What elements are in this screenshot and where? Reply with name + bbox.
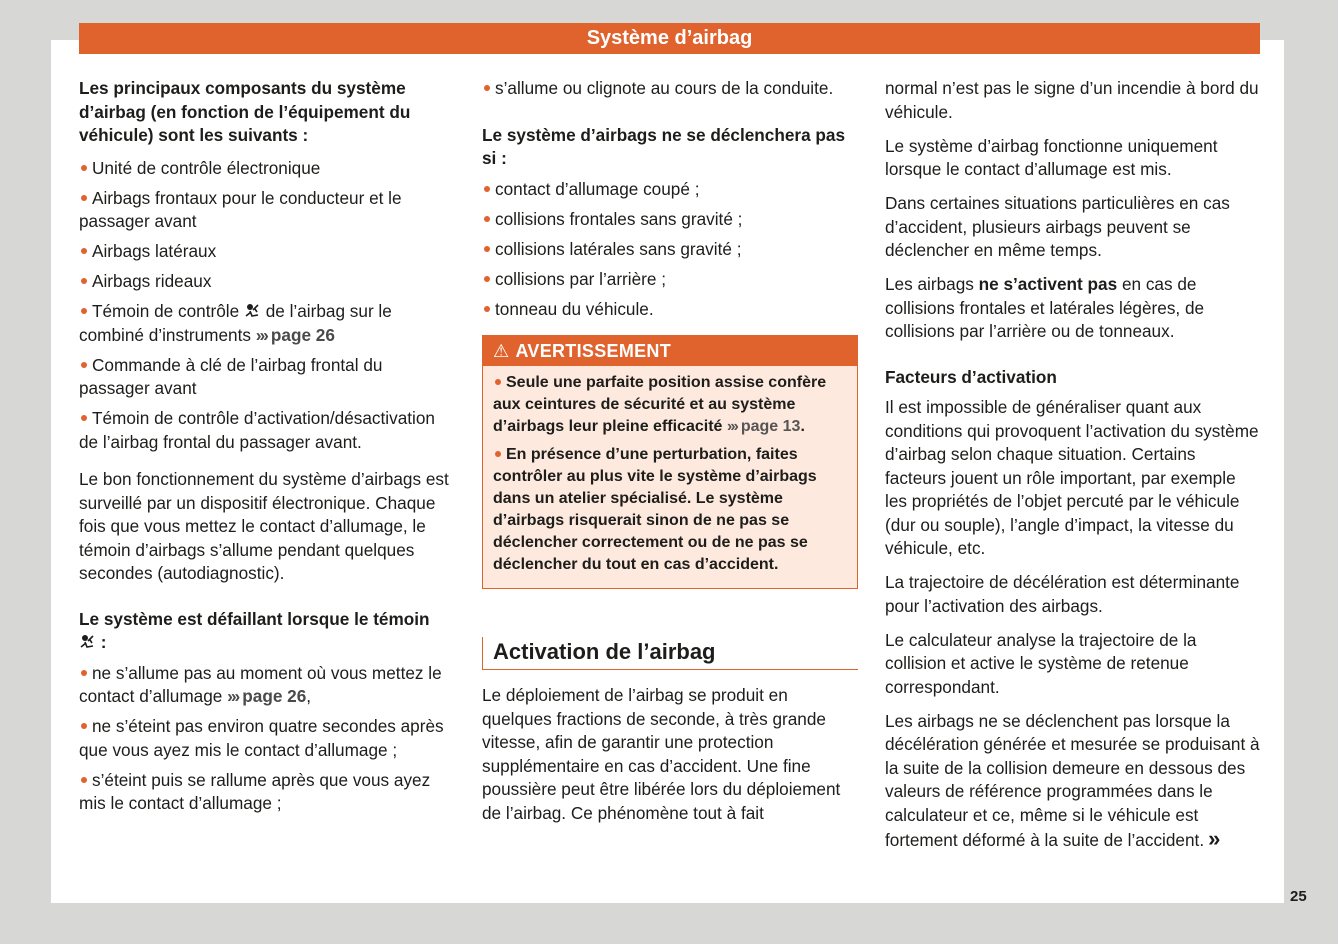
paragraph: Les airbags ne s’activent pas en cas de collisions frontales et latérales légères, de collisions par l’arrière ou de tonneaux. [885,274,1205,341]
warning-body [483,366,857,588]
list-item: Commande à clé de l’airbag frontal du passager avant [79,354,383,398]
page-number: 25 [1290,888,1307,905]
deploy-paragraph: Le déploiement de l’airbag se produit en quelques fractions de seconde, à très grande vitesse, afin de garantir une protection supplémentaire en cas d’accident. Une fine poussière peut être libérée lors du déploiement de l’airbag. Ce phénomène tout à fait [482,685,841,823]
paragraph: Le calculateur analyse la trajectoire de la collision et active le système de retenue correspondant. [885,629,1197,697]
fault-list-continued [482,77,858,101]
bullet-icon [81,248,87,254]
components-heading: Les principaux composants du système d’airbag (en fonction de l’équipement du véhicule) sont les suivants : [79,78,411,145]
paragraph: normal n’est pas le signe d’un incendie à bord du véhicule. [885,78,1259,122]
list-item: s’allume ou clignote au cours de la conduite. [482,77,858,101]
bullet-icon [81,415,87,421]
bullet-icon [81,723,87,729]
bullet-icon [81,308,87,314]
factors-heading: Facteurs d’activation [885,366,1057,387]
fault-list [79,662,455,816]
continued-icon: » [1208,826,1221,851]
page-reference-link[interactable]: ››› page 26 [227,686,307,706]
list-item: Airbags frontaux pour le conducteur et le passager avant [79,187,402,231]
bullet-icon [484,186,490,192]
bullet-icon [81,195,87,201]
list-item: Airbags latéraux [79,240,455,264]
list-item: collisions latérales sans gravité ; [482,238,858,262]
list-item: Témoin de contrôle d’activation/désactivation de l’airbag frontal du passager avant. [79,408,435,452]
bullet-icon [495,451,501,457]
airbag-warning-icon [244,303,261,319]
list-item: ne s’allume pas au moment où vous mettez le contact d’allumage ››› page 26, [79,662,442,706]
list-item: collisions par l’arrière ; [482,268,858,292]
bullet-icon [495,379,501,385]
airbag-warning-icon [79,634,96,650]
bullet-icon [81,362,87,368]
components-list [79,157,455,455]
bullet-icon [81,670,87,676]
warning-triangle-icon: ⚠ [493,341,510,361]
bullet-icon [81,278,87,284]
bullet-icon [484,276,490,282]
paragraph: Les airbags ne se déclenchent pas lorsque la décélération générée et mesurée se produisant à la suite de la collision demeure en dessous des valeurs de référence programmées dans le calculateur et ce, même si le véhicule est fortement déformé à la suite de l’accident. » [885,710,1260,851]
bullet-icon [484,216,490,222]
list-item: Airbags rideaux [79,270,455,294]
warning-header: ⚠ AVERTISSEMENT [483,336,857,366]
list-item: En présence d’une perturbation, faites contrôler au plus vite le système d’airbags dans un atelier spécialisé. Le système d’airbags risquerait sinon de ne pas se déclencher correctement ou de ne pas se déclencher du tout en cas d’accident. [493,446,817,573]
page-reference-link[interactable]: ››› page 26 [255,324,335,345]
list-item: ne s’éteint pas environ quatre secondes après que vous ayez mis le contact d’allumage ; [79,716,444,760]
page-reference-link[interactable]: ››› page 13 [726,418,801,435]
bullet-icon [81,777,87,783]
list-item: s’éteint puis se rallume après que vous ayez mis le contact d’allumage ; [79,769,431,813]
paragraph: Il est impossible de généraliser quant aux conditions qui provoquent l’activation du système d’airbag selon chaque situation. Certains facteurs jouent un rôle important, par exemple les propriétés de l’objet percuté par le véhicule (dur ou souple), l’angle d’impact, la vitesse du véhicule, etc. [885,397,1259,558]
page-title: Système d’airbag [79,23,1260,54]
warning-box [482,335,858,589]
paragraph: Dans certaines situations particulières en cas d’accident, plusieurs airbags peuvent se déclencher en même temps. [885,193,1230,260]
bullet-icon [484,85,490,91]
paragraph: La trajectoire de décélération est déterminante pour l’activation des airbags. [885,572,1240,616]
list-item: contact d’allumage coupé ; [482,178,858,202]
no-deploy-list [482,178,858,322]
list-item: Témoin de contrôle de l’airbag sur le combiné d’instruments ››› page 26 [79,301,392,345]
fault-heading: Le système est défaillant lorsque le témoin : [79,608,430,652]
bullet-icon [484,306,490,312]
column-3 [885,77,1261,863]
monitoring-paragraph: Le bon fonctionnement du système d’airbags est surveillé par un dispositif électronique. Chaque fois que vous mettez le contact d’allumage, le témoin d’airbags s’allume pendant quelques secondes (autodiagnostic). [79,469,449,583]
list-item: Seule une parfaite position assise confère aux ceintures de sécurité et au système d’airbags leur pleine efficacité ››› page 13. [493,374,827,435]
list-item: collisions frontales sans gravité ; [482,208,858,232]
paragraph: Le système d’airbag fonctionne uniquement lorsque le contact d’allumage est mis. [885,135,1218,179]
section-title: Activation de l’airbag [482,637,858,670]
column-2 [482,77,858,836]
bullet-icon [81,165,87,171]
column-1 [79,77,455,822]
bullet-icon [484,246,490,252]
warning-list [493,372,847,576]
no-deploy-heading: Le système d’airbags ne se déclenchera pas si : [482,124,846,168]
list-item: Unité de contrôle électronique [79,157,455,181]
list-item: tonneau du véhicule. [482,298,858,322]
